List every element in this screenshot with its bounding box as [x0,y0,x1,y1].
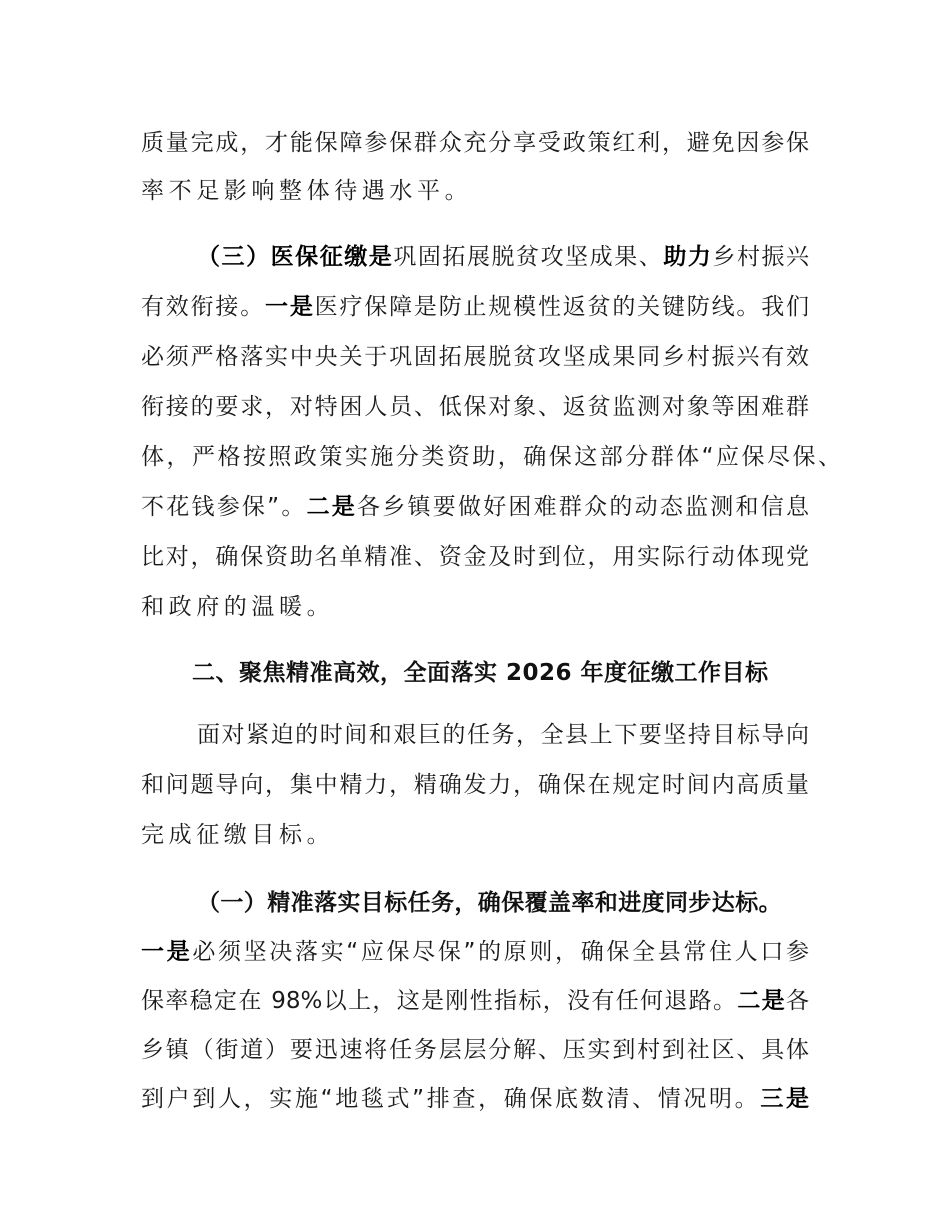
point-marker-1: 一是 [141,939,193,965]
section-heading: 二、聚焦精准高效，全面落实 2026 年度征缴工作目标 [192,660,769,686]
body-text: 医疗保障是防止规模性返贫的关键防线。我们 [314,294,809,320]
body-text: 巩固拓展脱贫攻坚成果、 [393,244,664,270]
body-text: 保率稳定在 98%以上，这是刚性指标，没有任何退路。 [141,988,738,1014]
body-line: 面对紧迫的时间和艰巨的任务，全县上下要坚持目标导向 [197,722,809,748]
body-line [141,287,809,327]
body-text: 各乡镇要做好困难群众的动态监测和信息 [357,494,809,520]
body-text: 各 [786,988,809,1014]
body-line: 乡镇（街道）要迅速将任务层层分解、压实到村到社区、具体 [141,1037,809,1063]
point-marker-2: 二是 [306,494,358,520]
body-line: 比对，确保资助名单精准、资金及时到位，用实际行动体现党 [141,544,809,570]
body-text: 必须坚决落实“应保尽保”的原则，确保全县常住人口参 [192,939,809,965]
bold-lead: 助力 [663,244,713,270]
body-line: 率不足影响整体待遇水平。 [141,178,473,204]
body-line [141,487,809,527]
subsection-1-heading: （一）精准落实目标任务，确保覆盖率和进度同步达标。 [197,890,782,916]
body-line: 和政府的温暖。 [141,594,335,620]
body-text: 有效衔接。 [141,294,266,320]
body-line: 完成征缴目标。 [141,822,335,848]
body-line: 衔接的要求，对特困人员、低保对象、返贫监测对象等困难群 [141,394,809,420]
body-line [141,981,809,1021]
subsection-3-heading-line [197,237,809,277]
body-text: 不花钱参保”。 [141,494,307,520]
body-line: 和问题导向，集中精力，精确发力，确保在规定时间内高质量 [141,772,809,798]
point-marker-1: 一是 [265,294,315,320]
body-text: 到户到人，实施“地毯式”排查，确保底数清、情况明。 [141,1086,761,1112]
body-line: 质量完成，才能保障参保群众充分享受政策红利，避免因参保 [141,130,809,156]
body-text: 乡村振兴 [712,244,809,270]
body-line: 必须严格落实中央关于巩固拓展脱贫攻坚成果同乡村振兴有效 [141,344,809,370]
body-line [141,932,809,972]
body-line [141,1079,809,1119]
point-marker-3: 三是 [760,1086,809,1112]
point-marker-2: 二是 [737,988,787,1014]
bold-lead: （三）医保征缴是 [197,244,394,270]
body-line: 体，严格按照政策实施分类资助，确保这部分群体“应保尽保、 [141,444,841,470]
